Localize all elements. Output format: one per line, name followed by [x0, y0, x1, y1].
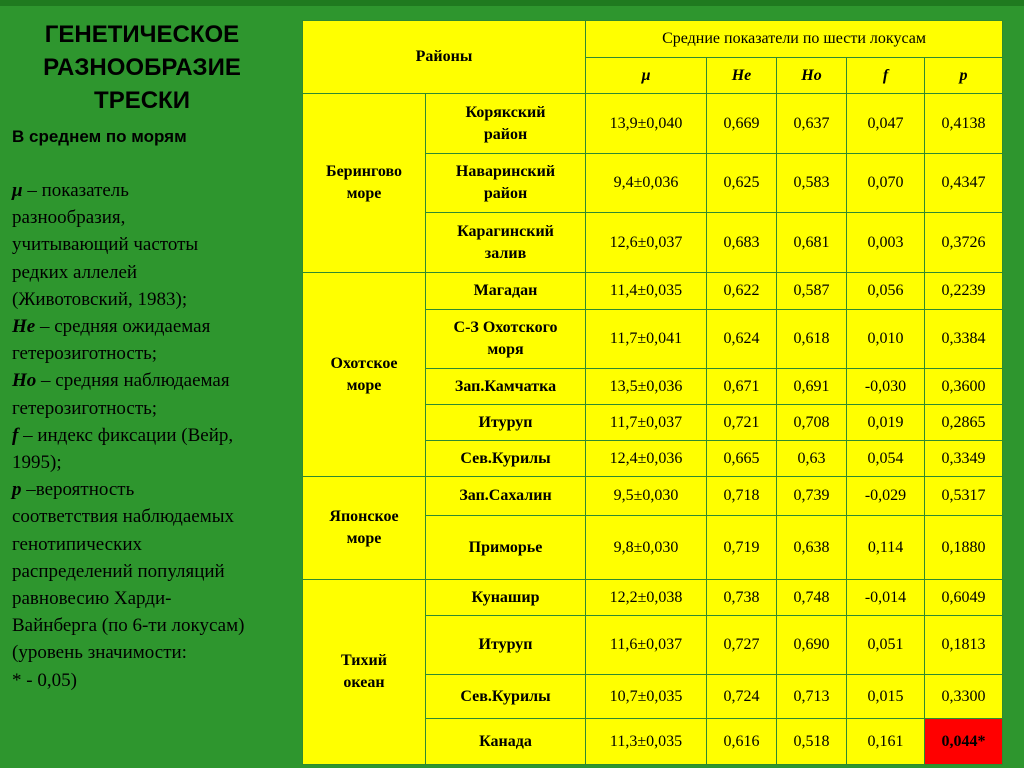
value-cell: 0,625	[707, 154, 777, 213]
legend-line	[12, 367, 300, 394]
left-panel	[8, 18, 300, 694]
value-cell: 0,3349	[925, 441, 1003, 477]
legend-symbol: f	[12, 424, 19, 446]
slide-title	[8, 18, 276, 117]
value-cell: 0,051	[847, 616, 925, 675]
legend-text: – индекс фиксации (Вейр,	[18, 424, 234, 446]
district-cell	[426, 94, 586, 154]
value-cell: 0,019	[847, 405, 925, 441]
value-cell: 12,4±0,036	[586, 441, 707, 477]
value-cell: -0,029	[847, 477, 925, 516]
legend-line	[12, 639, 300, 666]
legend-line	[12, 286, 300, 313]
value-cell: 0,724	[707, 675, 777, 719]
value-cell: 11,7±0,037	[586, 405, 707, 441]
value-cell: 0,738	[707, 580, 777, 616]
value-cell: 0,056	[847, 273, 925, 310]
value-cell: 13,5±0,036	[586, 369, 707, 405]
value-cell: 0,161	[847, 719, 925, 765]
value-cell: 0,1813	[925, 616, 1003, 675]
district-cell	[426, 369, 586, 405]
value-cell: 0,047	[847, 94, 925, 154]
column-header: f	[847, 58, 925, 94]
legend-text: равновесию Харди-	[12, 588, 172, 610]
legend-text: разнообразия,	[12, 207, 126, 229]
value-cell: 0,739	[777, 477, 847, 516]
value-cell: 0,638	[777, 516, 847, 580]
legend-line	[12, 204, 300, 231]
value-cell: 0,4138	[925, 94, 1003, 154]
legend-line	[12, 449, 300, 476]
column-header: р	[925, 58, 1003, 94]
value-cell: 0,727	[707, 616, 777, 675]
header-regions: Районы	[303, 21, 586, 94]
value-cell: 0,3300	[925, 675, 1003, 719]
value-cell: 0,2865	[925, 405, 1003, 441]
legend-line	[12, 612, 300, 639]
column-header: μ	[586, 58, 707, 94]
sea-cell	[303, 477, 426, 580]
table-row	[303, 273, 1003, 310]
value-cell: 0,681	[777, 213, 847, 273]
value-cell: 0,2239	[925, 273, 1003, 310]
legend-line	[12, 503, 300, 530]
legend-line	[12, 531, 300, 558]
value-cell: 0,015	[847, 675, 925, 719]
legend-line	[12, 340, 300, 367]
value-cell: 0,3726	[925, 213, 1003, 273]
value-cell: 0,624	[707, 310, 777, 369]
legend-line	[12, 395, 300, 422]
cell-text: Охотское	[330, 354, 398, 372]
value-cell: 0,721	[707, 405, 777, 441]
header-row	[303, 21, 1003, 58]
legend-text: гетерозиготность;	[12, 343, 158, 365]
table-row	[303, 94, 1003, 154]
legend-text: редких аллелей	[12, 261, 138, 283]
district-cell	[426, 580, 586, 616]
cell-text: Магадан	[473, 282, 538, 299]
legend-text: (уровень значимости:	[12, 642, 187, 664]
district-cell	[426, 675, 586, 719]
cell-text: Сев.Курилы	[460, 687, 551, 705]
cell-text: океан	[343, 674, 385, 691]
legend-text: (Животовский, 1983);	[12, 288, 188, 310]
cell-text: Зап.Камчатка	[454, 377, 557, 395]
value-cell: 0,665	[707, 441, 777, 477]
legend-text: – средняя ожидаемая	[35, 316, 211, 338]
cell-text: море	[346, 185, 382, 202]
district-cell	[426, 477, 586, 516]
legend-symbol: Не	[12, 316, 36, 338]
value-cell: 11,7±0,041	[586, 310, 707, 369]
value-cell: 9,5±0,030	[586, 477, 707, 516]
legend-line	[12, 476, 300, 503]
cell-text: море	[346, 376, 382, 394]
cell-text: район	[483, 125, 528, 143]
value-cell: 0,5317	[925, 477, 1003, 516]
district-cell	[426, 516, 586, 580]
table-row	[303, 477, 1003, 516]
district-cell	[426, 154, 586, 213]
value-cell: 0,669	[707, 94, 777, 154]
legend-line	[12, 231, 300, 258]
value-cell: 0,114	[847, 516, 925, 580]
legend-line	[12, 667, 300, 694]
district-cell	[426, 273, 586, 310]
value-cell: 0,637	[777, 94, 847, 154]
district-cell	[426, 616, 586, 675]
cell-text: район	[483, 185, 528, 202]
cell-text: Карагинский	[457, 222, 554, 240]
cell-text: Тихий	[341, 652, 387, 669]
cell-text: Канада	[479, 732, 532, 750]
sea-cell	[303, 580, 426, 765]
title-line: ГЕНЕТИЧЕСКОЕ	[44, 21, 240, 48]
value-cell: 0,070	[847, 154, 925, 213]
cell-text: Зап.Сахалин	[459, 487, 552, 504]
cell-text: Корякский	[465, 103, 546, 121]
cell-text: С-З Охотского	[453, 319, 558, 336]
value-cell: -0,014	[847, 580, 925, 616]
legend-text: – показатель	[22, 180, 129, 201]
value-cell: 10,7±0,035	[586, 675, 707, 719]
value-cell: 0,708	[777, 405, 847, 441]
legend-line	[12, 422, 300, 449]
value-cell: 11,6±0,037	[586, 616, 707, 675]
district-cell	[426, 405, 586, 441]
value-cell: 0,4347	[925, 154, 1003, 213]
cell-text: Кунашир	[471, 588, 540, 606]
value-cell: 0,044*	[925, 719, 1003, 765]
legend-line	[12, 259, 300, 286]
value-cell: 0,6049	[925, 580, 1003, 616]
cell-text: море	[346, 530, 382, 547]
legend-text: гетерозиготность;	[12, 397, 158, 419]
value-cell: 13,9±0,040	[586, 94, 707, 154]
cell-text: Итуруп	[478, 636, 533, 653]
legend-text: Вайнберга (по 6-ти локусам)	[12, 615, 245, 637]
cell-text: Берингово	[325, 163, 402, 180]
value-cell: 0,054	[847, 441, 925, 477]
sea-cell	[303, 94, 426, 273]
value-cell: 0,010	[847, 310, 925, 369]
title-line: ТРЕСКИ	[94, 87, 190, 114]
value-cell: 12,6±0,037	[586, 213, 707, 273]
legend-line	[12, 585, 300, 612]
value-cell: 0,587	[777, 273, 847, 310]
top-border	[0, 0, 1024, 6]
value-cell: -0,030	[847, 369, 925, 405]
table-row	[303, 580, 1003, 616]
legend	[12, 177, 300, 694]
legend-text: генотипических	[12, 533, 142, 555]
district-cell	[426, 213, 586, 273]
header-metrics: Средние показатели по шести локусам	[586, 21, 1003, 58]
legend-line	[12, 558, 300, 585]
value-cell: 0,690	[777, 616, 847, 675]
cell-text: моря	[487, 341, 524, 358]
legend-symbol: Но	[12, 370, 37, 392]
value-cell: 0,622	[707, 273, 777, 310]
legend-line	[12, 177, 300, 204]
value-cell: 0,719	[707, 516, 777, 580]
sea-cell	[303, 273, 426, 477]
value-cell: 9,4±0,036	[586, 154, 707, 213]
cell-text: залив	[484, 244, 527, 262]
legend-line	[12, 313, 300, 340]
cell-text: Японское	[329, 508, 399, 525]
value-cell: 0,718	[707, 477, 777, 516]
value-cell: 0,3600	[925, 369, 1003, 405]
value-cell: 0,671	[707, 369, 777, 405]
value-cell: 0,713	[777, 675, 847, 719]
value-cell: 11,4±0,035	[586, 273, 707, 310]
value-cell: 0,3384	[925, 310, 1003, 369]
legend-text: * - 0,05)	[12, 669, 77, 691]
value-cell: 0,518	[777, 719, 847, 765]
cell-text: Наваринский	[455, 163, 556, 180]
district-cell	[426, 310, 586, 369]
value-cell: 0,583	[777, 154, 847, 213]
value-cell: 0,748	[777, 580, 847, 616]
legend-text: учитывающий частоты	[12, 234, 199, 256]
value-cell: 0,683	[707, 213, 777, 273]
value-cell: 11,3±0,035	[586, 719, 707, 765]
data-table	[302, 20, 1003, 765]
value-cell: 12,2±0,038	[586, 580, 707, 616]
legend-text: – средняя наблюдаемая	[36, 370, 230, 392]
legend-symbol: р	[12, 479, 22, 501]
legend-symbol: μ	[12, 180, 23, 201]
value-cell: 0,003	[847, 213, 925, 273]
legend-text: распределений популяций	[12, 560, 225, 582]
legend-text: 1995);	[12, 452, 62, 474]
cell-text: Итуруп	[478, 413, 533, 431]
value-cell: 0,63	[777, 441, 847, 477]
subtitle: В среднем по морям	[12, 127, 187, 146]
column-header: Но	[777, 58, 847, 94]
legend-text: –вероятность	[21, 479, 135, 501]
district-cell	[426, 719, 586, 765]
cell-text: Сев.Курилы	[460, 449, 551, 467]
value-cell: 0,618	[777, 310, 847, 369]
value-cell: 0,1880	[925, 516, 1003, 580]
value-cell: 9,8±0,030	[586, 516, 707, 580]
title-line: РАЗНООБРАЗИЕ	[43, 54, 241, 81]
legend-text: соответствия наблюдаемых	[12, 506, 235, 528]
cell-text: Приморье	[468, 538, 543, 556]
district-cell	[426, 441, 586, 477]
value-cell: 0,691	[777, 369, 847, 405]
column-header: Не	[707, 58, 777, 94]
value-cell: 0,616	[707, 719, 777, 765]
